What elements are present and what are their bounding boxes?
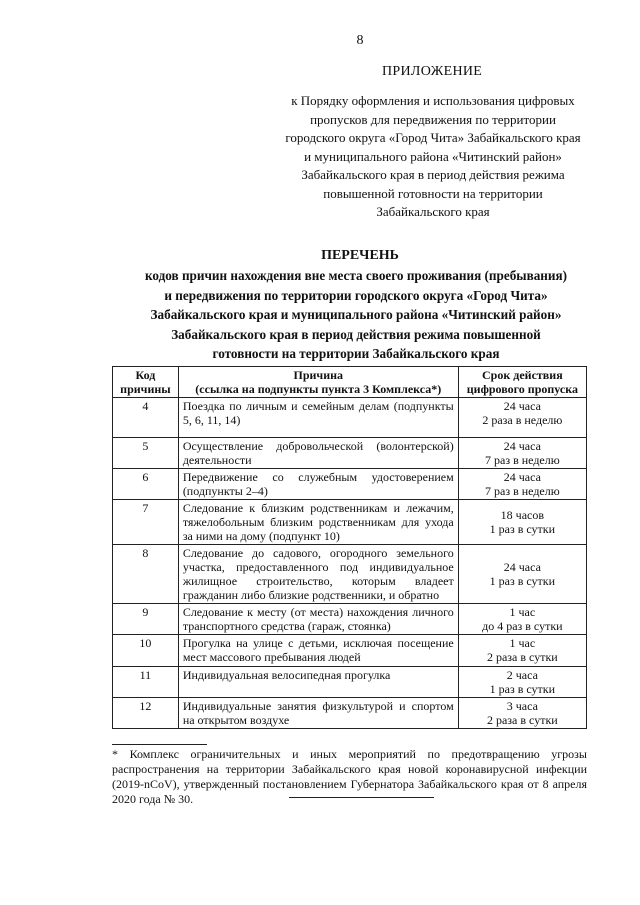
term-line: 18 часов (500, 508, 545, 522)
subtitle-line: кодов причин нахождения вне места своего проживания (пребывания) (144, 268, 568, 283)
row-reason: Поездка по личным и семейным делам (подпункты 5, 6, 11, 14) (178, 398, 458, 438)
table-row (113, 398, 587, 438)
table-row (113, 698, 587, 729)
term-line: 24 часа (503, 439, 541, 453)
term-line: 24 часа (503, 399, 541, 413)
document-subtitle (112, 266, 600, 364)
row-code: 9 (113, 604, 179, 635)
appendix-line: и муниципального района «Читинский район» (304, 148, 562, 164)
end-divider (289, 797, 434, 798)
term-line: 1 раз в сутки (489, 522, 556, 536)
term-line: 2 часа (506, 668, 538, 682)
term-line: 7 раз в неделю (485, 484, 560, 498)
term-line: 1 раз в сутки (489, 574, 556, 588)
row-code: 12 (113, 698, 179, 729)
page-number: 8 (356, 33, 364, 48)
row-code: 5 (113, 438, 179, 469)
reason-codes-table (112, 366, 587, 729)
appendix-line: повышенной готовности на территории (323, 185, 543, 201)
row-code: 10 (113, 635, 179, 667)
row-term (458, 500, 586, 545)
appendix-line: городского округа «Город Чита» Забайкальского края (285, 130, 581, 145)
row-code: 11 (113, 667, 179, 698)
appendix-caption (252, 92, 614, 222)
subtitle-line: Забайкальского края в период действия режима повышенной (171, 326, 541, 342)
header-line: причины (120, 382, 171, 396)
row-reason: Передвижение со служебным удостоверением (подпункты 2–4) (178, 469, 458, 500)
header-line: (ссылка на подпункты пункта 3 Комплекса*) (195, 382, 442, 396)
term-line: 24 часа (503, 470, 541, 484)
row-reason: Индивидуальные занятия физкультурой и спортом на открытом воздухе (178, 698, 458, 729)
term-line: до 4 раз в сутки (482, 619, 563, 633)
term-line: 2 раза в неделю (482, 413, 563, 427)
table-row (113, 469, 587, 500)
row-term (458, 635, 586, 667)
row-term (458, 667, 586, 698)
table-row (113, 438, 587, 469)
header-line: Причина (293, 368, 344, 382)
row-reason: Осуществление добровольческой (волонтерской) деятельности (178, 438, 458, 469)
appendix-title: ПРИЛОЖЕНИЕ (382, 64, 483, 79)
term-line: 3 часа (506, 699, 538, 713)
appendix-line: Забайкальского края в период действия режима (301, 167, 565, 182)
subtitle-line: и передвижения по территории городского округа «Город Чита» (164, 287, 548, 303)
term-line: 7 раз в неделю (485, 453, 560, 467)
table-row (113, 635, 587, 667)
row-term (458, 469, 586, 500)
row-term (458, 604, 586, 635)
header-code (113, 367, 179, 398)
subtitle-line: готовности на территории Забайкальского края (212, 346, 500, 361)
row-term (458, 398, 586, 438)
table-row (113, 604, 587, 635)
table-row (113, 545, 587, 604)
term-line: 2 раза в сутки (486, 650, 558, 664)
row-code: 4 (113, 398, 179, 438)
row-term (458, 545, 586, 604)
subtitle-line: Забайкальского края и муниципального района «Читинский район» (150, 307, 562, 322)
row-code: 7 (113, 500, 179, 545)
table-row (113, 667, 587, 698)
row-reason: Прогулка на улице с детьми, исключая посещение мест массового пребывания людей (178, 635, 458, 667)
row-reason: Следование к месту (от места) нахождения личного транспортного средства (гараж, стоянка) (178, 604, 458, 635)
table-header-row (113, 367, 587, 398)
term-line: 1 раз в сутки (489, 682, 556, 696)
row-reason: Следование к близким родственникам и лежачим, тяжелобольным близким родственникам для ухода за ними на дому (подпункт 10) (178, 500, 458, 545)
row-reason: Следование до садового, огородного земельного участка, предоставленного под индивидуальное жилищное строительство, которым владеет гражданин либо близкие родственники, и обратно (178, 545, 458, 604)
header-term (458, 367, 586, 398)
term-line: 24 часа (503, 560, 541, 574)
header-line: Код (135, 368, 156, 382)
row-term (458, 438, 586, 469)
term-line: 1 час (509, 636, 536, 650)
footnote-divider (112, 744, 207, 745)
table-row (113, 500, 587, 545)
header-line: Срок действия (482, 368, 563, 382)
row-code: 6 (113, 469, 179, 500)
footnote: * Комплекс ограничительных и иных мероприятий по предотвращению угрозы распространения на территории Забайкальского края новой коронавирусной инфекции (2019-nCoV), утвержденный постановлением Губернатора Забайкальского края от 8 апреля 2020 года № 30. (112, 747, 587, 806)
appendix-line: к Порядку оформления и использования цифровых (291, 93, 575, 108)
row-code: 8 (113, 545, 179, 604)
term-line: 2 раза в сутки (486, 713, 558, 727)
row-term (458, 698, 586, 729)
row-reason: Индивидуальная велосипедная прогулка (178, 667, 458, 698)
document-title: ПЕРЕЧЕНЬ (321, 248, 399, 263)
term-line: 1 час (509, 605, 536, 619)
header-line: цифрового пропуска (466, 382, 578, 396)
appendix-line: пропусков для передвижения по территории (310, 111, 556, 127)
appendix-line: Забайкальского края (376, 204, 490, 219)
header-reason (178, 367, 458, 398)
